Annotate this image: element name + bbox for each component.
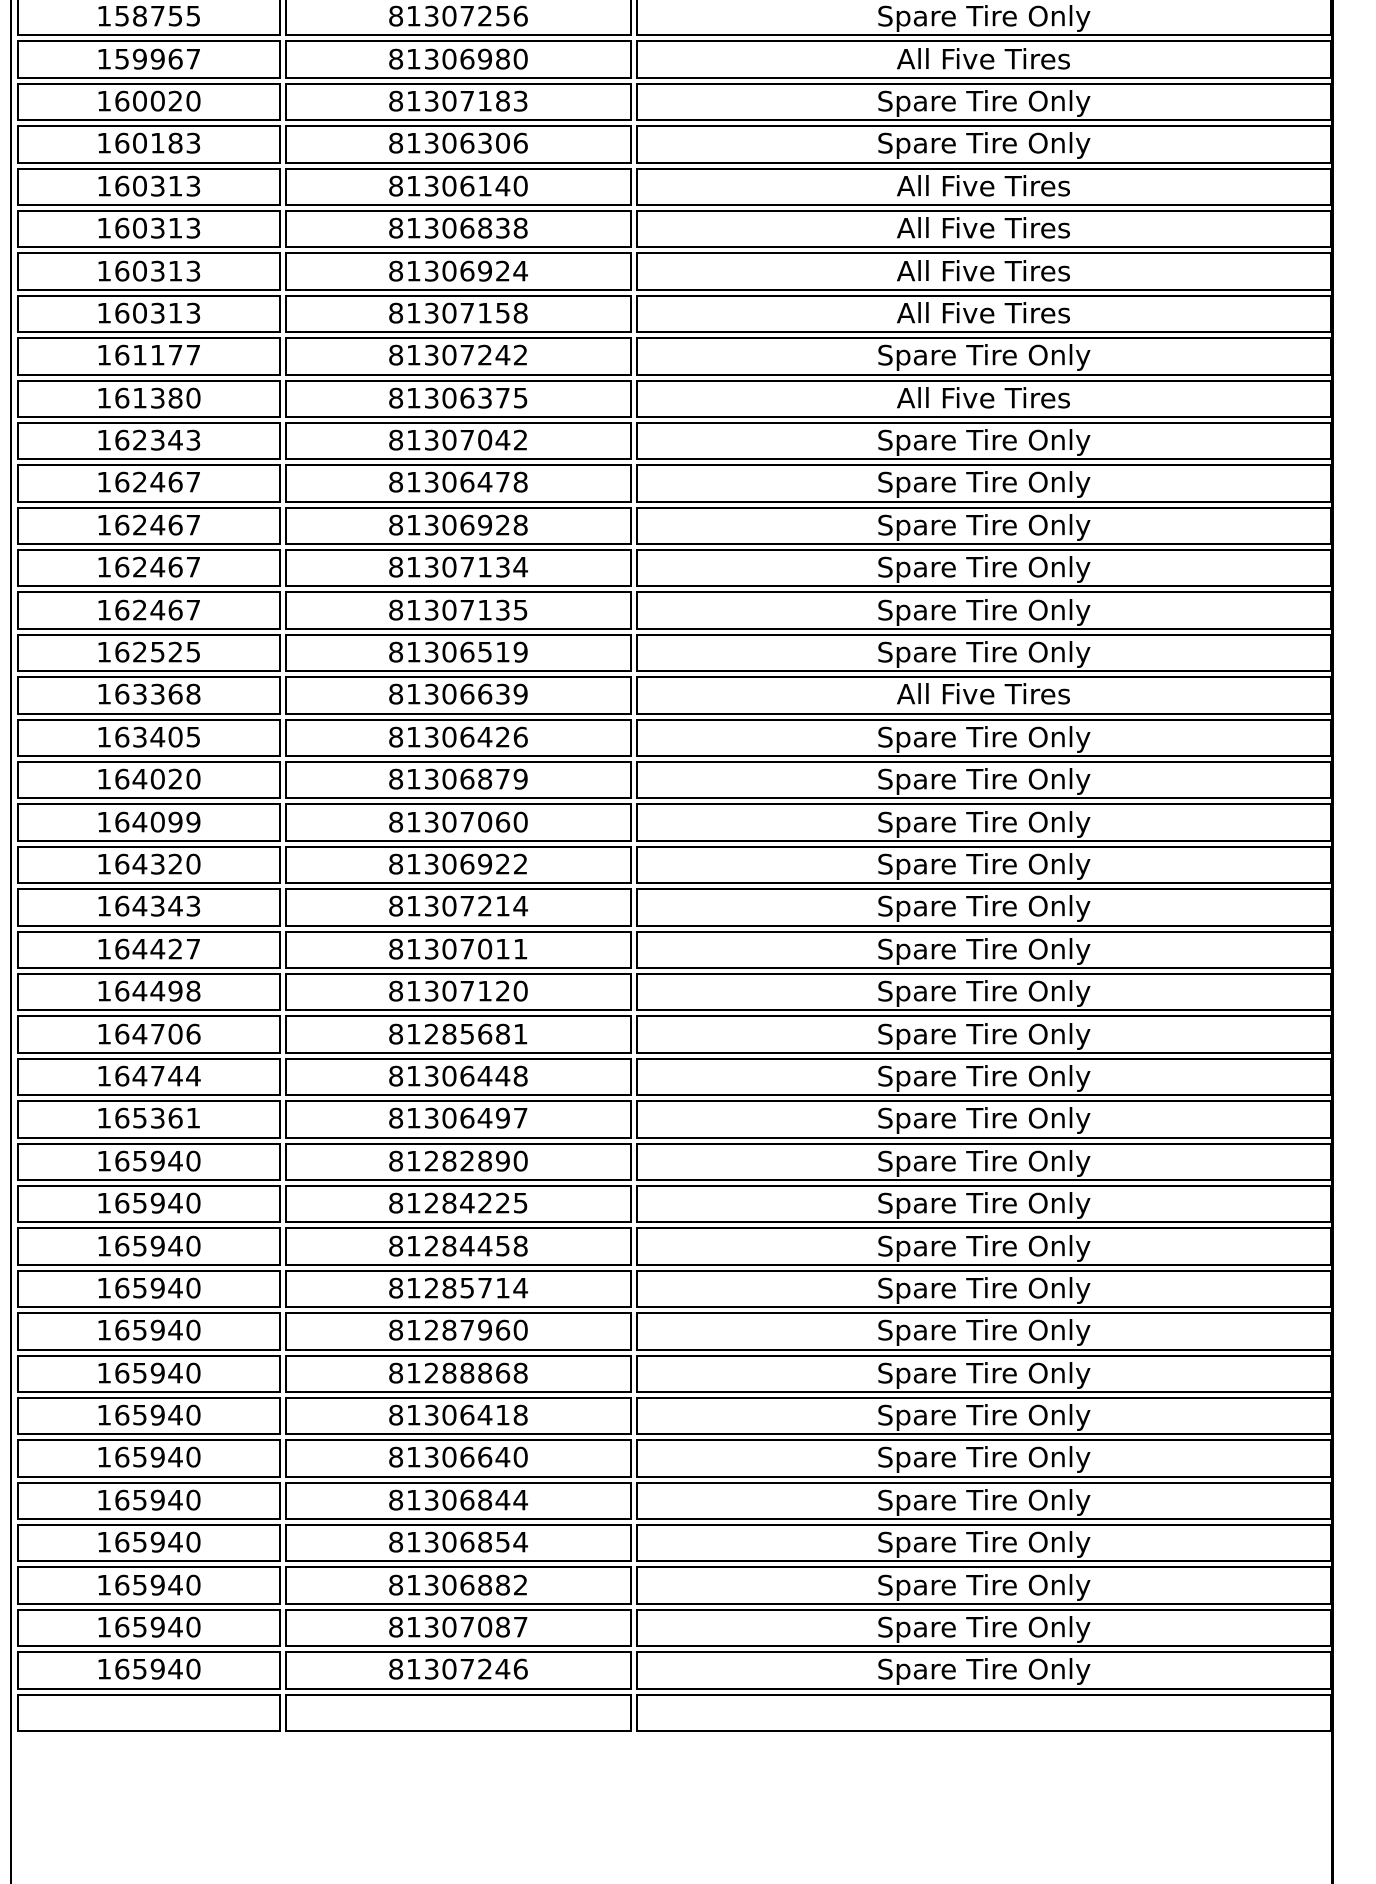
table-row — [17, 846, 1332, 884]
cell-number: 81306838 — [285, 210, 632, 248]
cell-id: 163405 — [17, 719, 281, 757]
cell-coverage: Spare Tire Only — [636, 549, 1332, 587]
cell-id: 160020 — [17, 83, 281, 121]
cell-coverage: Spare Tire Only — [636, 507, 1332, 545]
cell-id: 162467 — [17, 507, 281, 545]
cell-number: 81307158 — [285, 295, 632, 333]
cell-id: 160313 — [17, 252, 281, 290]
cell-number: 81306497 — [285, 1100, 632, 1138]
cell-id: 162525 — [17, 634, 281, 672]
cell-coverage: All Five Tires — [636, 40, 1332, 78]
cell-coverage: Spare Tire Only — [636, 422, 1332, 460]
cell-number: 81307134 — [285, 549, 632, 587]
cell-number: 81307135 — [285, 591, 632, 629]
cell-id: 162467 — [17, 591, 281, 629]
table-row — [17, 1524, 1332, 1562]
cell-number: 81306882 — [285, 1566, 632, 1604]
cell-coverage: Spare Tire Only — [636, 464, 1332, 502]
cell-coverage: Spare Tire Only — [636, 1015, 1332, 1053]
cell-number: 81306639 — [285, 676, 632, 714]
cell-id: 164343 — [17, 888, 281, 926]
cell-coverage: Spare Tire Only — [636, 888, 1332, 926]
table-row — [17, 1270, 1332, 1308]
cell-id: 165940 — [17, 1566, 281, 1604]
cell-coverage: Spare Tire Only — [636, 1227, 1332, 1265]
cell-coverage: Spare Tire Only — [636, 125, 1332, 163]
cell-id: 162343 — [17, 422, 281, 460]
tire-recall-table — [13, 0, 1336, 1736]
cell-coverage: Spare Tire Only — [636, 1651, 1332, 1689]
table-row — [17, 634, 1332, 672]
cell-id: 165940 — [17, 1439, 281, 1477]
cell-id: 165940 — [17, 1143, 281, 1181]
cell-coverage: Spare Tire Only — [636, 1355, 1332, 1393]
table-row — [17, 719, 1332, 757]
table-body — [17, 0, 1332, 1732]
table-row — [17, 931, 1332, 969]
cell-empty — [17, 1694, 281, 1732]
cell-number: 81307246 — [285, 1651, 632, 1689]
table-row — [17, 549, 1332, 587]
cell-number: 81306844 — [285, 1482, 632, 1520]
cell-id: 163368 — [17, 676, 281, 714]
table-row — [17, 1397, 1332, 1435]
cell-id: 164744 — [17, 1058, 281, 1096]
cell-coverage: Spare Tire Only — [636, 1482, 1332, 1520]
table-row — [17, 761, 1332, 799]
cell-number: 81307060 — [285, 803, 632, 841]
table-row — [17, 1227, 1332, 1265]
table-row — [17, 1482, 1332, 1520]
cell-coverage: Spare Tire Only — [636, 803, 1332, 841]
cell-number: 81306426 — [285, 719, 632, 757]
cell-coverage: Spare Tire Only — [636, 846, 1332, 884]
cell-number: 81306980 — [285, 40, 632, 78]
table-row-cutoff — [17, 1694, 1332, 1732]
cell-number: 81285714 — [285, 1270, 632, 1308]
table-row — [17, 295, 1332, 333]
cell-number: 81306418 — [285, 1397, 632, 1435]
cell-number: 81306928 — [285, 507, 632, 545]
cell-number: 81306879 — [285, 761, 632, 799]
cell-coverage: All Five Tires — [636, 380, 1332, 418]
cell-id: 165361 — [17, 1100, 281, 1138]
cell-id: 165940 — [17, 1524, 281, 1562]
cell-id: 164020 — [17, 761, 281, 799]
cell-coverage: Spare Tire Only — [636, 1566, 1332, 1604]
cell-id: 165940 — [17, 1355, 281, 1393]
table-row — [17, 380, 1332, 418]
cell-coverage: Spare Tire Only — [636, 1185, 1332, 1223]
cell-coverage: All Five Tires — [636, 252, 1332, 290]
cell-number: 81307087 — [285, 1609, 632, 1647]
table-row — [17, 507, 1332, 545]
cell-coverage: Spare Tire Only — [636, 1397, 1332, 1435]
cell-coverage: Spare Tire Only — [636, 1100, 1332, 1138]
table-row — [17, 591, 1332, 629]
cell-coverage: Spare Tire Only — [636, 1609, 1332, 1647]
cell-coverage: Spare Tire Only — [636, 1439, 1332, 1477]
cell-empty — [285, 1694, 632, 1732]
cell-coverage: Spare Tire Only — [636, 1058, 1332, 1096]
cell-coverage: Spare Tire Only — [636, 1524, 1332, 1562]
cell-number: 81306640 — [285, 1439, 632, 1477]
cell-coverage: Spare Tire Only — [636, 1312, 1332, 1350]
cell-id: 164320 — [17, 846, 281, 884]
cell-coverage: Spare Tire Only — [636, 1143, 1332, 1181]
cell-number: 81306140 — [285, 168, 632, 206]
cell-empty — [636, 1694, 1332, 1732]
cell-id: 162467 — [17, 464, 281, 502]
table-row — [17, 1312, 1332, 1350]
cell-id: 164498 — [17, 973, 281, 1011]
cell-id: 164706 — [17, 1015, 281, 1053]
cell-id: 164099 — [17, 803, 281, 841]
cell-coverage: All Five Tires — [636, 210, 1332, 248]
cell-id: 160313 — [17, 210, 281, 248]
cell-id: 165940 — [17, 1482, 281, 1520]
table-row — [17, 210, 1332, 248]
cell-number: 81287960 — [285, 1312, 632, 1350]
cell-id: 160313 — [17, 168, 281, 206]
table-row — [17, 464, 1332, 502]
cell-number: 81282890 — [285, 1143, 632, 1181]
table-row — [17, 125, 1332, 163]
table-row — [17, 1058, 1332, 1096]
cell-coverage: Spare Tire Only — [636, 0, 1332, 36]
table-row — [17, 1015, 1332, 1053]
table-row — [17, 168, 1332, 206]
cell-id: 159967 — [17, 40, 281, 78]
table-row — [17, 422, 1332, 460]
cell-number: 81306854 — [285, 1524, 632, 1562]
table-row — [17, 1609, 1332, 1647]
table-row — [17, 888, 1332, 926]
cell-coverage: Spare Tire Only — [636, 591, 1332, 629]
table-row — [17, 252, 1332, 290]
cell-id: 165940 — [17, 1312, 281, 1350]
cell-coverage: Spare Tire Only — [636, 761, 1332, 799]
cell-coverage: Spare Tire Only — [636, 634, 1332, 672]
cell-coverage: All Five Tires — [636, 168, 1332, 206]
cell-coverage: Spare Tire Only — [636, 719, 1332, 757]
table-row — [17, 1651, 1332, 1689]
cell-number: 81306306 — [285, 125, 632, 163]
cell-coverage: All Five Tires — [636, 676, 1332, 714]
table-row — [17, 337, 1332, 375]
table-row — [17, 1439, 1332, 1477]
cell-number: 81307011 — [285, 931, 632, 969]
cell-coverage: Spare Tire Only — [636, 83, 1332, 121]
table-row — [17, 0, 1332, 36]
cell-number: 81284225 — [285, 1185, 632, 1223]
table-row — [17, 83, 1332, 121]
cell-id: 161177 — [17, 337, 281, 375]
cell-number: 81285681 — [285, 1015, 632, 1053]
cell-id: 165940 — [17, 1227, 281, 1265]
table-row — [17, 1143, 1332, 1181]
cell-number: 81306924 — [285, 252, 632, 290]
cell-id: 160313 — [17, 295, 281, 333]
cell-coverage: Spare Tire Only — [636, 973, 1332, 1011]
cell-id: 164427 — [17, 931, 281, 969]
cell-number: 81306519 — [285, 634, 632, 672]
cell-number: 81306478 — [285, 464, 632, 502]
cell-number: 81307120 — [285, 973, 632, 1011]
cell-number: 81307214 — [285, 888, 632, 926]
cell-id: 165940 — [17, 1609, 281, 1647]
cell-id: 165940 — [17, 1270, 281, 1308]
cell-number: 81306448 — [285, 1058, 632, 1096]
table-row — [17, 1566, 1332, 1604]
table-row — [17, 1100, 1332, 1138]
cell-id: 162467 — [17, 549, 281, 587]
cell-number: 81307042 — [285, 422, 632, 460]
table-row — [17, 1185, 1332, 1223]
table-row — [17, 973, 1332, 1011]
cell-number: 81288868 — [285, 1355, 632, 1393]
cell-id: 160183 — [17, 125, 281, 163]
cell-id: 165940 — [17, 1185, 281, 1223]
cell-number: 81307256 — [285, 0, 632, 36]
cell-coverage: Spare Tire Only — [636, 931, 1332, 969]
table-row — [17, 676, 1332, 714]
cell-coverage: Spare Tire Only — [636, 337, 1332, 375]
table-row — [17, 803, 1332, 841]
cell-id: 165940 — [17, 1397, 281, 1435]
cell-number: 81307242 — [285, 337, 632, 375]
cell-id: 161380 — [17, 380, 281, 418]
table-row — [17, 40, 1332, 78]
cell-number: 81284458 — [285, 1227, 632, 1265]
cell-coverage: All Five Tires — [636, 295, 1332, 333]
cell-number: 81307183 — [285, 83, 632, 121]
cell-number: 81306922 — [285, 846, 632, 884]
cell-id: 158755 — [17, 0, 281, 36]
table-row — [17, 1355, 1332, 1393]
cell-id: 165940 — [17, 1651, 281, 1689]
cell-coverage: Spare Tire Only — [636, 1270, 1332, 1308]
cell-number: 81306375 — [285, 380, 632, 418]
